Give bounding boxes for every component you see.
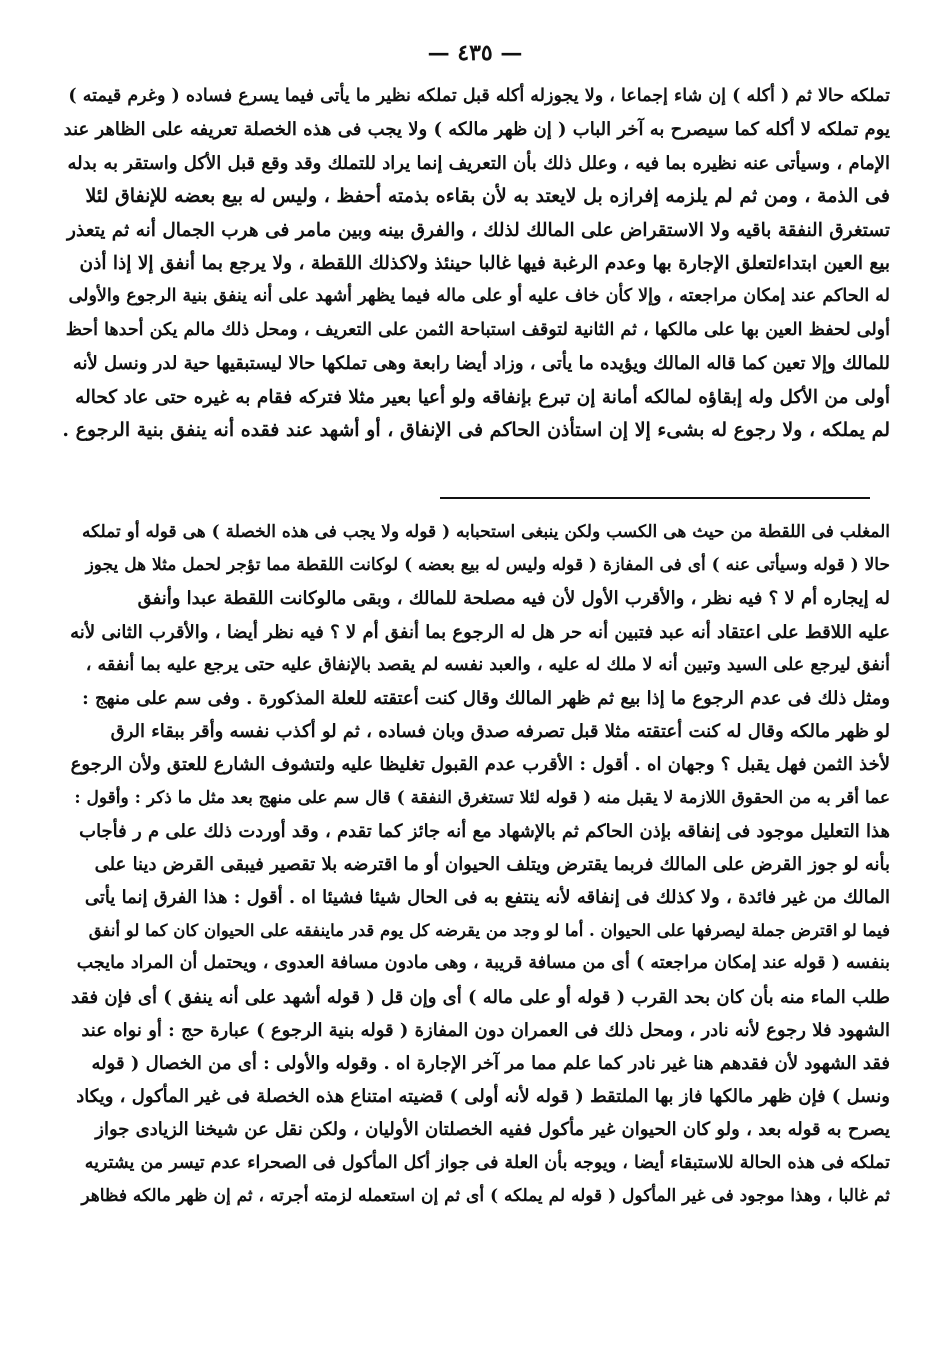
footnote-line: ونسل ) فإن ظهر مالكها فاز بها الملتقط ( قوله لأنه أولى ) قضيته امتناع هذه الخصلة فى غير المأكول ، ويكاد bbox=[76, 1086, 890, 1108]
footnote-line: حالا ( قوله وسيأتى عنه ) أى فى المفازة ( قوله وليس له بيع بعضه ) لوكانت اللقطة مما تؤجر لحمل مثلا هل يجوز bbox=[85, 555, 890, 576]
footnote-line: عما أقر به من الحقوق اللازمة لا يقبل منه ( قوله لئلا تستغرق النفقة ) قال سم على منهج بعد مثل ما ذكر : وأقول : bbox=[74, 787, 890, 808]
main-text-line: أولى من الأكل وله إبقاؤه لمالكه أمانة إن تبرع بإنفاقه ولو أعيا بعير مثلا فتركه فقام به غيره حتى عاد كحاله bbox=[75, 386, 890, 408]
footnote-line: الشهود فلا رجوع لأنه نادر ، ومحل ذلك فى العمران دون المفازة ( قوله بنية الرجوع ) عبارة حج : أو نواه عند bbox=[81, 1019, 890, 1041]
footnote-line: عليه اللاقط على اعتقاد أنه عبد فتبين أنه حر هل له الرجوع بما أنفق أم لا ؟ فيه نظر أيضا ، والأقرب الثانى لأنه bbox=[70, 621, 890, 643]
footnote-line: طلب الماء منه بأن كان بحد القرب ( قوله أو على ماله ) أى وإن قل ( قوله أشهد على أنه ينفق ) أى فإن فقد bbox=[70, 986, 890, 1008]
footnote-line: بأنه لو جوز القرض على المالك فربما يقترض ويتلف الحيوان أو ما اقترضه بلا تقصير فيبقى القرض دينا على bbox=[94, 853, 890, 875]
main-text-block bbox=[60, 80, 890, 447]
footnote-line: هذا التعليل موجود فى إنفاقه بإذن الحاكم ثم بالإشهاد مع أنه جائز كما تقدم ، وقد أوردت ذلك على م ر فأجاب bbox=[79, 820, 890, 842]
footnote-text-block bbox=[65, 516, 890, 1213]
main-text-line: يوم تملكه لا أكله كما سيصرح به آخر الباب ( إن ظهر مالكه ) ولا يجب فى هذه الخصلة تعريفه على الظاهر عند bbox=[63, 119, 890, 141]
footnote-line: فقد الشهود لأن فقدهم هنا غير نادر كما علم مما مر آخر الإجارة اه . وقوله والأولى : أى من الخصال ( قوله bbox=[91, 1053, 890, 1074]
main-text-line: أولى لحفظ العين بها على مالكها ، ثم الثانية لتوقف استباحة الثمن على التعريف ، ومحل ذلك مالم يكن أحدها أحظ bbox=[65, 319, 890, 340]
footnote-line: لو ظهر مالكه وقال له كنت أعتقته مثلا قبل تصرفه صدق وبان فساده ، ثم لو أكذب نفسه وأقر ببقاء الرق bbox=[110, 721, 890, 743]
main-text-line: تملكه حالا ثم ( أكله ) إن شاء إجماعا ، ولا يجوزله أكله قبل تملكه نظير ما يأتى فيما يسرع فساده ( وغرم قيمته ) bbox=[68, 86, 890, 106]
main-text-line: بيع العين ابتداءلتعلق الإجارة بها وعدم الرغبة فيها غالبا حينئذ ولاكذلك اللقطة ، ولا يرجع بما أنفق إلا إذا أذن bbox=[79, 252, 890, 274]
main-text-line: تستغرق النفقة باقيه ولا الاستقراض على المالك لذلك ، والفرق بينه وبين مامر فى هرب الجمال أنه ثم يتعذر bbox=[67, 219, 890, 241]
main-text-line: لم يملكه ، ولا رجوع له بشىء إلا إن استأذن الحاكم فى الإنفاق ، أو أشهد عند فقده أنه ينفق بنية الرجوع . bbox=[62, 418, 890, 441]
footnote-line: ثم غالبا ، وهذا موجود فى غير المأكول ( قوله لم يملكه ) أى ثم إن استعمله لزمته أجرته ، ثم إن ظهر مالكه فظاهر bbox=[81, 1185, 890, 1206]
footnote-line: بنفسه ( قوله عند إمكان مراجعته ) أى من مسافة قريبة ، وهى مادون مسافة العدوى ، ويحتمل أن المراد مايجب bbox=[76, 953, 890, 974]
footnote-line: لأخذ الثمن فهل يقبل ؟ وجهان اه . أقول : الأقرب عدم القبول تغليظا عليه ولتشوف الشارع للعتق ولأن الرجوع bbox=[70, 754, 890, 776]
main-text-line: فى الذمة ، ومن ثم لم يلزمه إفرازه بل لايعتد به لأن بقاءه بذمته أحفظ ، وليس له بيع بعضه للإنفاق لئلا bbox=[85, 185, 890, 208]
page-number: — ٤٣٥ — bbox=[427, 40, 523, 66]
main-text-line: للمالك وإلا تعين كما قاله المالك ويؤيده ما يأتى ، وزاد أيضا رابعة وهى تملكها حالا ليستبقيها حية لدر ونسل لأنه bbox=[72, 353, 890, 375]
footnote-line: المالك من غير فائدة ، ولا كذلك فى إنفاقه لأنه ينتفع به فى الحال شيئا فشيئا اه . أقول : هذا الفرق إنما يأتى bbox=[84, 887, 890, 909]
footnote-line: المغلب فى اللقطة من حيث هى الكسب ولكن ينبغى استحبابه ( قوله ولا يجب فى هذه الخصلة ) هى قوله أو تملكه bbox=[82, 522, 890, 542]
main-text-line: له الحاكم عند إمكان مراجعته ، وإلا كأن خاف عليه أو على ماله فيما يظهر أشهد على أنه ينفق بنية الرجوع والأولى bbox=[68, 286, 890, 307]
footnote-line: له إيجاره أم لا ؟ فيه نظر ، والأقرب الأول لأن فيه مصلحة للمالك ، وبقى مالوكانت اللقطة عبدا وأنفق bbox=[137, 588, 890, 610]
footnote-line: فيما لو اقترض جملة ليصرفها على الحيوان . أما لو وجد من يقرضه كل يوم قدر ماينفقه على الحيوان كان كما لو أنفق bbox=[88, 921, 890, 941]
footnote-line: يصرح به قوله بعد ، ولو كان الحيوان غير مأكول ففيه الخصلتان الأوليان ، ولكن نقل عن شيخنا الزيادى جواز bbox=[95, 1119, 890, 1141]
footnote-line: أنفق ليرجع على السيد وتبين أنه لا ملك له عليه ، والعبد نفسه لم يقصد بالإنفاق عليه حتى يرجع عليه بما أنفقه ، bbox=[85, 654, 890, 675]
footnote-line: ومثل ذلك فى عدم الرجوع ما إذا بيع ثم ظهر المالك وقال كنت أعتقته للعلة المذكورة . وفى سم على منهج : bbox=[82, 687, 890, 709]
main-text-line: الإمام ، وسيأتى عنه نظيره بما فيه ، وعلل ذلك بأن التعريف إنما يراد للتملك وقد وقع قبل الأكل واستقر به بدله bbox=[67, 152, 890, 174]
footnote-line: تملكه فى هذه الحالة للاستبقاء أيضا ، ويوجه بأن العلة فى جواز أكل المأكول فى الصحراء عدم تيسر من يشتريه bbox=[84, 1152, 890, 1173]
footnote-separator bbox=[440, 497, 870, 499]
